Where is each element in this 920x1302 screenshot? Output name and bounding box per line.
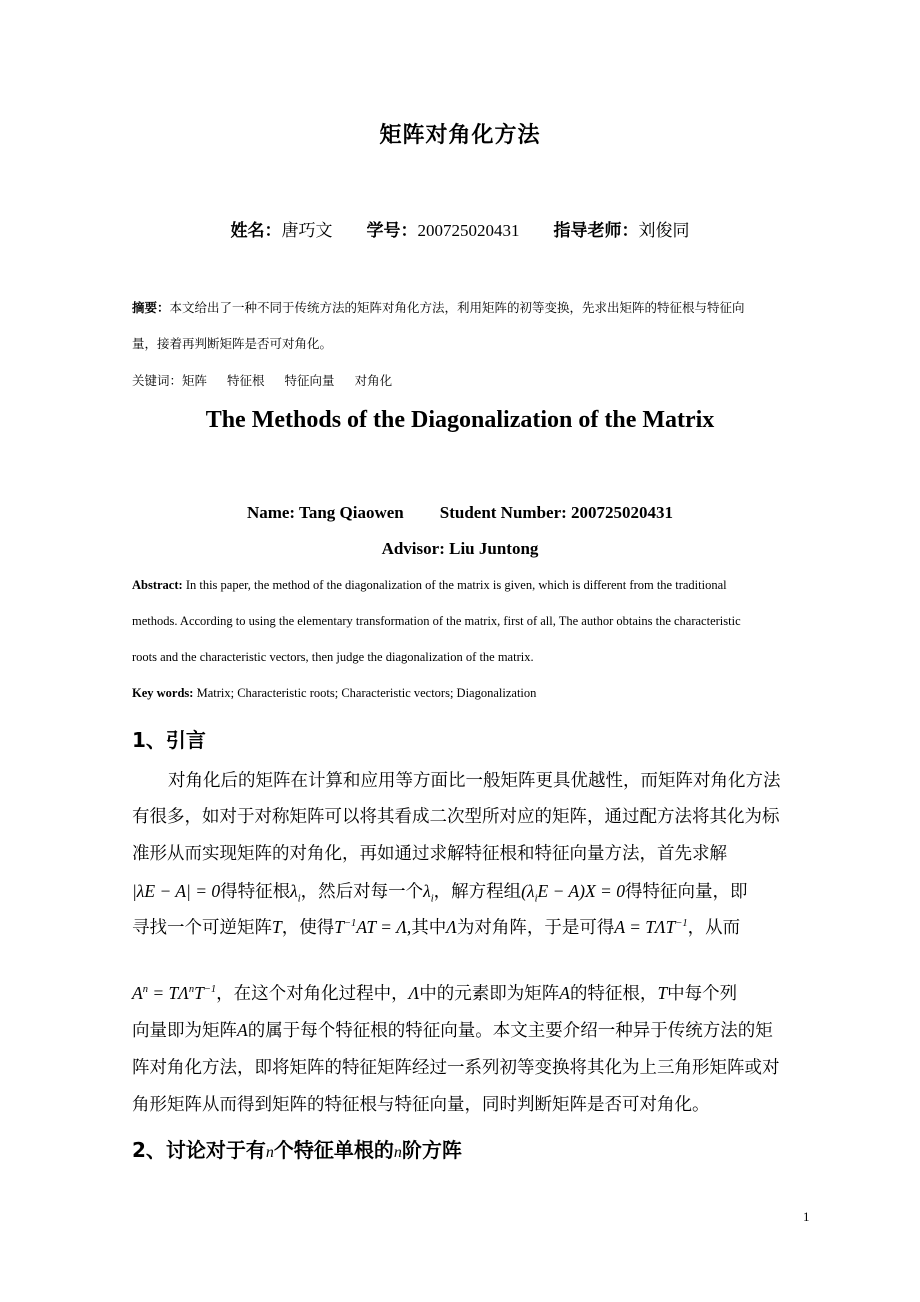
- student-no: 200725020431: [417, 221, 520, 240]
- keyword: 对角化: [354, 373, 393, 388]
- keywords-cn-label: 关键词：: [132, 373, 183, 388]
- name-label: 姓名：: [230, 221, 282, 241]
- math-sub: i: [297, 893, 301, 905]
- body-line: 阵对角化方法，即将矩阵的特征矩阵经过一系列初等变换将其化为上三角形矩阵或对: [132, 1057, 780, 1077]
- text: 为对角阵，于是可得: [456, 917, 615, 937]
- text: 中每个列: [667, 983, 738, 1003]
- abstract-en-line1: [132, 578, 727, 593]
- math: λ: [423, 881, 431, 901]
- text: ，解方程组: [433, 881, 522, 901]
- text: ,其中: [406, 917, 447, 937]
- math-expr: |λE − A| = 0: [132, 881, 221, 901]
- authors-cn: [0, 216, 920, 241]
- math: A = TΛT: [614, 917, 676, 937]
- math-sup: −1: [675, 918, 688, 930]
- abstract-cn-label: 摘要：: [132, 300, 170, 315]
- text: ，使得: [281, 917, 335, 937]
- abstract-en-line3: roots and the characteristic vectors, then judge the diagonalization of the matrix.: [132, 650, 534, 664]
- math-expr: A: [237, 1020, 248, 1040]
- math: λ: [290, 881, 298, 901]
- body-line: [132, 914, 812, 939]
- text: ，在这个对角化过程中，: [216, 983, 409, 1003]
- math-expr: Λ: [408, 983, 420, 1003]
- text: ，然后对每一个: [300, 881, 424, 901]
- body-line: 准形从而实现矩阵的对角化，再如通过求解特征根和特征向量方法，首先求解: [132, 843, 727, 863]
- math-expr: Λ: [446, 917, 457, 937]
- text: 得特征根: [220, 881, 291, 901]
- math: AT = Λ: [356, 917, 407, 937]
- advisor-label: 指导老师：: [553, 221, 639, 241]
- keywords-en: [132, 686, 536, 701]
- math: T: [334, 917, 344, 937]
- text: 得特征向量，即: [624, 881, 748, 901]
- title-cn: 矩阵对角化方法: [379, 123, 541, 148]
- advisor-en: Advisor: Liu Juntong: [381, 539, 539, 558]
- math-expr: [521, 881, 625, 905]
- abstract-cn-text: 本文给出了一种不同于传统方法的矩阵对角化方法，利用矩阵的初等变换，先求出矩阵的特征根与特征向: [169, 300, 745, 315]
- math-expr: n: [265, 1144, 274, 1161]
- author-name-en: Name: Tang Qiaowen: [246, 503, 404, 522]
- keywords-en-label: Key words:: [132, 686, 194, 700]
- math-sup: −1: [343, 918, 357, 930]
- author-name: 唐巧文: [281, 221, 333, 241]
- math: (λ: [521, 881, 535, 901]
- abstract-cn-line2: 量，接着再判断矩阵是否可对角化。: [132, 336, 333, 351]
- keyword: 特征根: [227, 373, 265, 388]
- math-expr: T: [272, 917, 282, 937]
- body-line: 对角化后的矩阵在计算和应用等方面比一般矩阵更具优越性，而矩阵对角化方法: [168, 770, 781, 790]
- math-expr: T: [657, 983, 668, 1003]
- keywords-en-text: Matrix; Characteristic roots; Characteristic vectors; Diagonalization: [193, 686, 537, 700]
- math-sup: n: [188, 984, 195, 996]
- math: E − A)X = 0: [537, 881, 625, 901]
- math-sub: i: [534, 893, 538, 905]
- keyword: 特征向量: [284, 373, 335, 388]
- text: 寻找一个可逆矩阵: [132, 917, 272, 937]
- math: A: [132, 983, 143, 1003]
- text: 中的元素即为矩阵: [419, 983, 560, 1003]
- math-expr: [334, 917, 407, 937]
- math-expr: A: [559, 983, 570, 1003]
- body-line: [132, 980, 812, 1005]
- math-sub: i: [430, 893, 434, 905]
- body-line: 角形矩阵从而得到矩阵的特征根与特征向量，同时判断矩阵是否可对角化。: [132, 1094, 710, 1114]
- keyword: 矩阵: [182, 373, 208, 388]
- title-en: The Methods of the Diagonalization of the Matrix: [205, 407, 715, 433]
- heading-text: 阶方阵: [401, 1138, 462, 1162]
- body-line: 有很多，如对于对称矩阵可以将其看成二次型所对应的矩阵，通过配方法将其化为标: [132, 806, 780, 826]
- heading-text: 个特征单根的: [273, 1138, 394, 1162]
- text: 的特征根，: [569, 983, 658, 1003]
- math-expr: [132, 983, 216, 1003]
- heading-text: 2、讨论对于有: [132, 1138, 266, 1162]
- abstract-en-label: Abstract:: [132, 578, 183, 592]
- math-expr: [614, 917, 687, 937]
- math-sup: −1: [203, 984, 217, 996]
- math: T: [194, 983, 204, 1003]
- section-1-heading: 1、引言: [132, 728, 206, 752]
- math-expr: [423, 881, 434, 905]
- abstract-cn-line1: [132, 298, 822, 316]
- math-expr: [290, 881, 301, 905]
- text: 向量即为矩阵: [132, 1020, 237, 1040]
- math-sup: n: [142, 984, 148, 996]
- section-2-heading: [132, 1134, 462, 1163]
- keywords-cn: [132, 371, 412, 389]
- abstract-en-line2: methods. According to using the elementary transformation of the matrix, first of all, The author obtains the characteristic: [132, 614, 741, 628]
- text: ，从而: [687, 917, 741, 937]
- math: = TΛ: [147, 983, 189, 1003]
- body-line: [132, 878, 812, 905]
- authors-en: [0, 503, 920, 523]
- body-line: [132, 1017, 812, 1042]
- text: 的属于每个特征根的特征向量。本文主要介绍一种异于传统方法的矩: [247, 1020, 773, 1040]
- student-no-label: 学号：: [366, 221, 418, 241]
- abstract-en-text: In this paper, the method of the diagonalization of the matrix is given, which is different from the traditional: [182, 578, 727, 592]
- math-expr: n: [393, 1144, 402, 1161]
- advisor-name: 刘俊同: [638, 221, 690, 241]
- student-number-en: Student Number: 200725020431: [439, 503, 674, 522]
- page-number: 1: [803, 1209, 810, 1224]
